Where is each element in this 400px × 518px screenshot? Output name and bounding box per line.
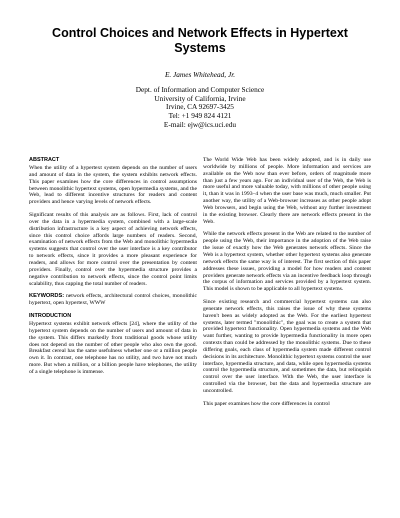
body-paragraph-3: Since existing research and commercial hypertext systems can also generate network effects, this raises the issue of why these systems haven't been as widely adopted as the Web. For the earliest hypertext systems, later termed "monolithic", the goal was to create a system that provided hypertext functionality. Open hypermedia systems and the Web want further, wanting to provide hypermedia functionality in more open contexts than could be addressed by the monolithic systems. Due to these differing goals, each class of hypermedia system made different control decisions in its architecture. Monolithic hypertext systems control the user interface, hypermedia structure, and data, while open hypermedia systems control the hypermedia structure, and sometimes the data, but relinquish control over the user interface. With the Web, the user interface is controlled via the browser, but the data and hypermedia structure are uncontrolled. [203,299,371,394]
keywords [29,293,197,307]
author-address: Irvine, CA 92697-3425 [166,102,234,112]
keywords-label: KEYWORDS: [29,293,65,300]
abstract-heading: ABSTRACT [29,157,60,163]
body-paragraph-2: While the network effects present in the Web are related to the number of people using the Web, their importance in the adoption of the Web raise the issue of exactly how the Web generates network effects. Since the Web is a hypertext system, whether other hypertext systems also generate network effects the same way is of interest. The first section of this paper addresses these issues, providing a model for how readers and content providers generate network effects via an incentive feedback loop through the corpus of information and services provided by a hypertext system. This model is shown to be applicable to all hypertext systems. [203,231,371,293]
left-column [29,157,197,382]
right-column [203,157,371,414]
author-email: E-mail: ejw@ics.uci.edu [163,119,237,129]
keywords-text: network effects, architectural control choices, monolithic hypertext, open hypertext, WWW [29,293,197,307]
introduction-paragraph-1: Hypertext systems exhibit network effects [24], where the utility of the hypertext system depends on the number of users and amount of data in the system. This differs markedly from traditional goods whose utility does not depend on the number of other people who also own the good. Breakfast cereal has the same usefulness whether one or a million people own it. In contrast, one telephone has no utility, and two have not much more. But when a million, or a billion people have telephones, the utility of a single telephone is immense. [29,321,197,375]
author-phone: Tel: +1 949 824 4121 [168,111,232,121]
abstract-paragraph-1: When the utility of a hypertext system depends on the number of users and amount of data in the system, the system exhibits network effects. This paper examines how the core differences in control assumptions between monolithic hypertext systems, open hypermedia systems, and the Web, lead to different incentive structures for readers and content providers and hence varying levels of network effects. [29,165,197,206]
paper-title: Control Choices and Network Effects in Hypertext Systems [52,26,348,55]
body-paragraph-4: This paper examines how the core differences in control [203,400,330,407]
author-university: University of California, Irvine [154,93,246,103]
introduction-heading: INTRODUCTION [29,313,72,320]
abstract-paragraph-2: Significant results of this analysis are as follows. First, lack of control over the data in a hypermedia system, combined with a large-scale distribution infrastructure is a key aspect of achieving network effects, since this control choice affords large numbers of readers. Second, examination of network effects from the Web and monolithic hypermedia systems suggests that control over the user interface is a key contributor to network effects, since it provides a more pleasant experience for readers, and allows for more control over the presentation by content providers. Finally, control over the hypermedia structure provides a negative contribution to network effects, since the control point limits scalability, thus capping the total number of readers. [29,212,197,287]
author-name: E. James Whitehead, Jr. [164,70,236,79]
author-department: Dept. of Information and Computer Science [135,84,265,94]
author-block [80,71,320,130]
body-paragraph-1: The World Wide Web has been widely adopted, and is in daily use worldwide by millions of people. More information and services are available on the Web now than ever before, orders of magnitude more than just a few years ago. For an individual user of the Web, the Web is more useful and more valuable today, with millions of other people using it, than it was in 1993–4 when the user base was much, much smaller. Put another way, the utility of a Web-browser increases as other people adopt Web browsers, and begin using the Web, without any further investment in the existing browser. Clearly there are network effects present in the Web. [203,157,371,225]
